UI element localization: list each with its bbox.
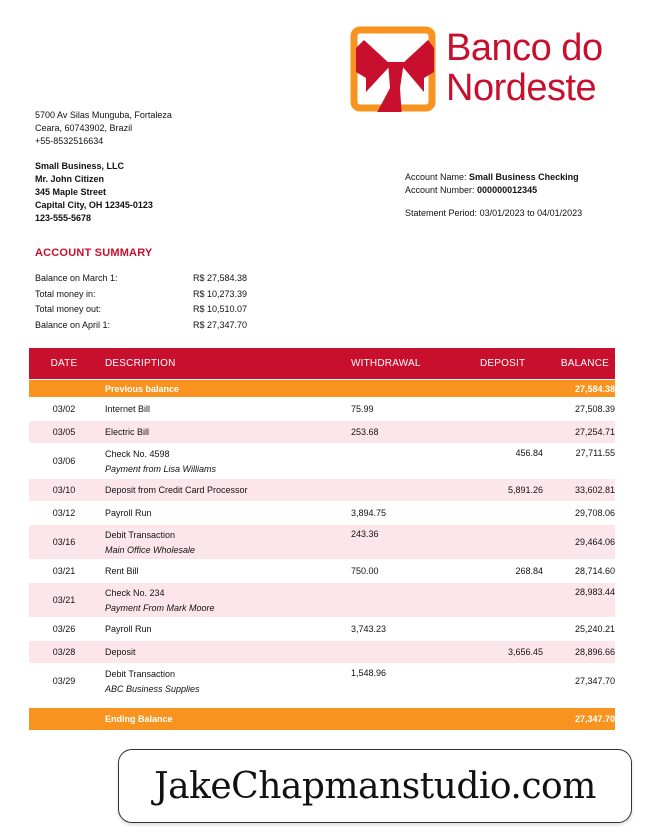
bank-address-line1: 5700 Av Silas Munguba, Fortaleza [35, 110, 172, 120]
row-date: 03/12 [52, 508, 76, 518]
row-description [99, 588, 351, 613]
bank-address [35, 109, 172, 148]
table-row [29, 502, 615, 524]
row-description-sub: Payment From Mark Moore [105, 602, 215, 613]
logo-mark [356, 40, 390, 92]
table-row [29, 664, 615, 698]
table-header [29, 348, 615, 379]
row-description [99, 669, 351, 694]
summary-row: Total money in: R$ 10,273.39 [35, 288, 248, 299]
header-date: DATE [50, 358, 78, 369]
row-balance: 25,240.21 [574, 624, 615, 634]
row-balance: 29,464.06 [574, 537, 615, 547]
row-description-main: Internet Bill [105, 404, 151, 414]
row-withdrawal: 3,743.23 [351, 624, 387, 634]
row-description-main: Rent Bill [105, 566, 139, 576]
row-withdrawal: 1,548.96 [351, 668, 387, 678]
watermark: JakeChapmanstudio.com [118, 749, 632, 823]
row-date: 03/06 [52, 456, 76, 466]
transactions-table [29, 348, 615, 730]
table-row [29, 479, 615, 501]
previous-balance-row [29, 380, 615, 397]
header-description: DESCRIPTION [105, 358, 176, 369]
row-deposit [461, 664, 549, 668]
row-balance: 33,602.81 [574, 485, 615, 495]
row-deposit: 3,656.45 [507, 647, 543, 657]
row-description [99, 508, 351, 518]
table-row [29, 641, 615, 663]
row-date: 03/26 [52, 624, 76, 634]
header-balance: BALANCE [560, 358, 609, 369]
row-description-sub: Main Office Wholesale [105, 544, 196, 555]
previous-balance-label: Previous balance [105, 383, 180, 394]
customer-contact: Mr. John Citizen [35, 174, 105, 184]
account-summary [35, 271, 313, 333]
bank-name-line1: Banco do [446, 27, 603, 69]
row-description [99, 566, 351, 576]
row-description-main: Electric Bill [105, 427, 150, 437]
row-balance: 28,983.44 [574, 587, 615, 597]
account-number: Account Number: 000000012345 [405, 185, 538, 195]
row-balance: 28,714.60 [574, 566, 615, 576]
bank-phone: +55-8532516634 [35, 136, 104, 146]
row-withdrawal: 3,894.75 [351, 508, 387, 518]
account-info [405, 171, 582, 220]
account-name: Account Name: Small Business Checking [405, 172, 579, 182]
row-date: 03/21 [52, 595, 76, 605]
bank-address-line2: Ceara, 60743902, Brazil [35, 123, 133, 133]
summary-row: Total money out: R$ 10,510.07 [35, 304, 248, 314]
row-deposit: 268.84 [515, 566, 543, 576]
row-withdrawal: 243.36 [351, 529, 379, 539]
previous-balance-value: 27,584.38 [574, 383, 615, 394]
row-description [99, 485, 351, 495]
row-balance: 27,254.71 [574, 427, 615, 437]
table-row [29, 618, 615, 640]
table-row [29, 398, 615, 420]
row-description [99, 647, 351, 657]
row-date: 03/29 [52, 676, 76, 686]
ending-balance-value: 27,347.70 [574, 714, 615, 724]
row-description-sub: ABC Business Supplies [105, 683, 200, 694]
row-description-main: Deposit from Credit Card Processor [105, 485, 248, 495]
row-withdrawal: 253.68 [351, 427, 379, 437]
row-withdrawal [351, 444, 461, 448]
row-deposit [461, 525, 549, 529]
customer-city: Capital City, OH 12345-0123 [35, 200, 153, 210]
row-deposit [461, 583, 549, 587]
row-description [99, 624, 351, 634]
row-withdrawal: 750.00 [351, 566, 379, 576]
table-body [29, 398, 615, 698]
row-withdrawal: 75.99 [351, 404, 374, 414]
summary-row: Balance on April 1: R$ 27,347.70 [35, 319, 248, 330]
row-description [99, 404, 351, 414]
row-balance: 27,711.55 [575, 448, 615, 458]
customer-address [35, 160, 153, 225]
customer-street: 345 Maple Street [35, 187, 107, 197]
row-date: 03/05 [52, 427, 76, 437]
row-balance: 28,896.66 [574, 647, 615, 657]
table-row [29, 421, 615, 443]
account-summary-title: ACCOUNT SUMMARY [35, 247, 153, 259]
row-description-main: Deposit [105, 647, 136, 657]
row-description-main: Check No. 4598 [105, 448, 170, 459]
row-description-main: Debit Transaction [105, 529, 176, 540]
ending-balance-row [29, 708, 615, 730]
bank-name-line2: Nordeste [446, 67, 597, 109]
row-balance: 29,708.06 [574, 508, 615, 518]
bank-name [446, 28, 603, 108]
row-description-main: Check No. 234 [105, 587, 165, 598]
row-withdrawal [351, 583, 461, 587]
row-date: 03/21 [52, 566, 76, 576]
row-balance: 27,347.70 [574, 676, 615, 686]
row-description-main: Payroll Run [105, 508, 152, 518]
row-balance: 27,508.39 [574, 404, 615, 414]
row-date: 03/10 [52, 485, 76, 495]
row-description [99, 449, 351, 474]
row-description-sub: Payment from Lisa Williams [105, 463, 216, 474]
customer-phone: 123-555-5678 [35, 213, 92, 223]
table-row [29, 583, 615, 617]
header-deposit: DEPOSIT [480, 358, 526, 369]
row-deposit: 456.84 [515, 448, 543, 458]
table-row [29, 560, 615, 582]
table-row [29, 444, 615, 478]
row-date: 03/28 [52, 647, 76, 657]
row-description-main: Payroll Run [105, 624, 152, 634]
row-description-main: Debit Transaction [105, 668, 176, 679]
customer-company: Small Business, LLC [35, 161, 125, 171]
row-deposit: 5,891.26 [507, 485, 543, 495]
row-date: 03/16 [52, 537, 76, 547]
row-date: 03/02 [52, 404, 76, 414]
table-row [29, 525, 615, 559]
statement-period: Statement Period: 03/01/2023 to 04/01/2023 [405, 208, 583, 218]
ending-balance-label: Ending Balance [105, 714, 173, 724]
row-description [99, 427, 351, 437]
header-withdrawal: WITHDRAWAL [351, 358, 421, 369]
summary-row: Balance on March 1: R$ 27,584.38 [35, 273, 248, 283]
row-description [99, 530, 351, 555]
